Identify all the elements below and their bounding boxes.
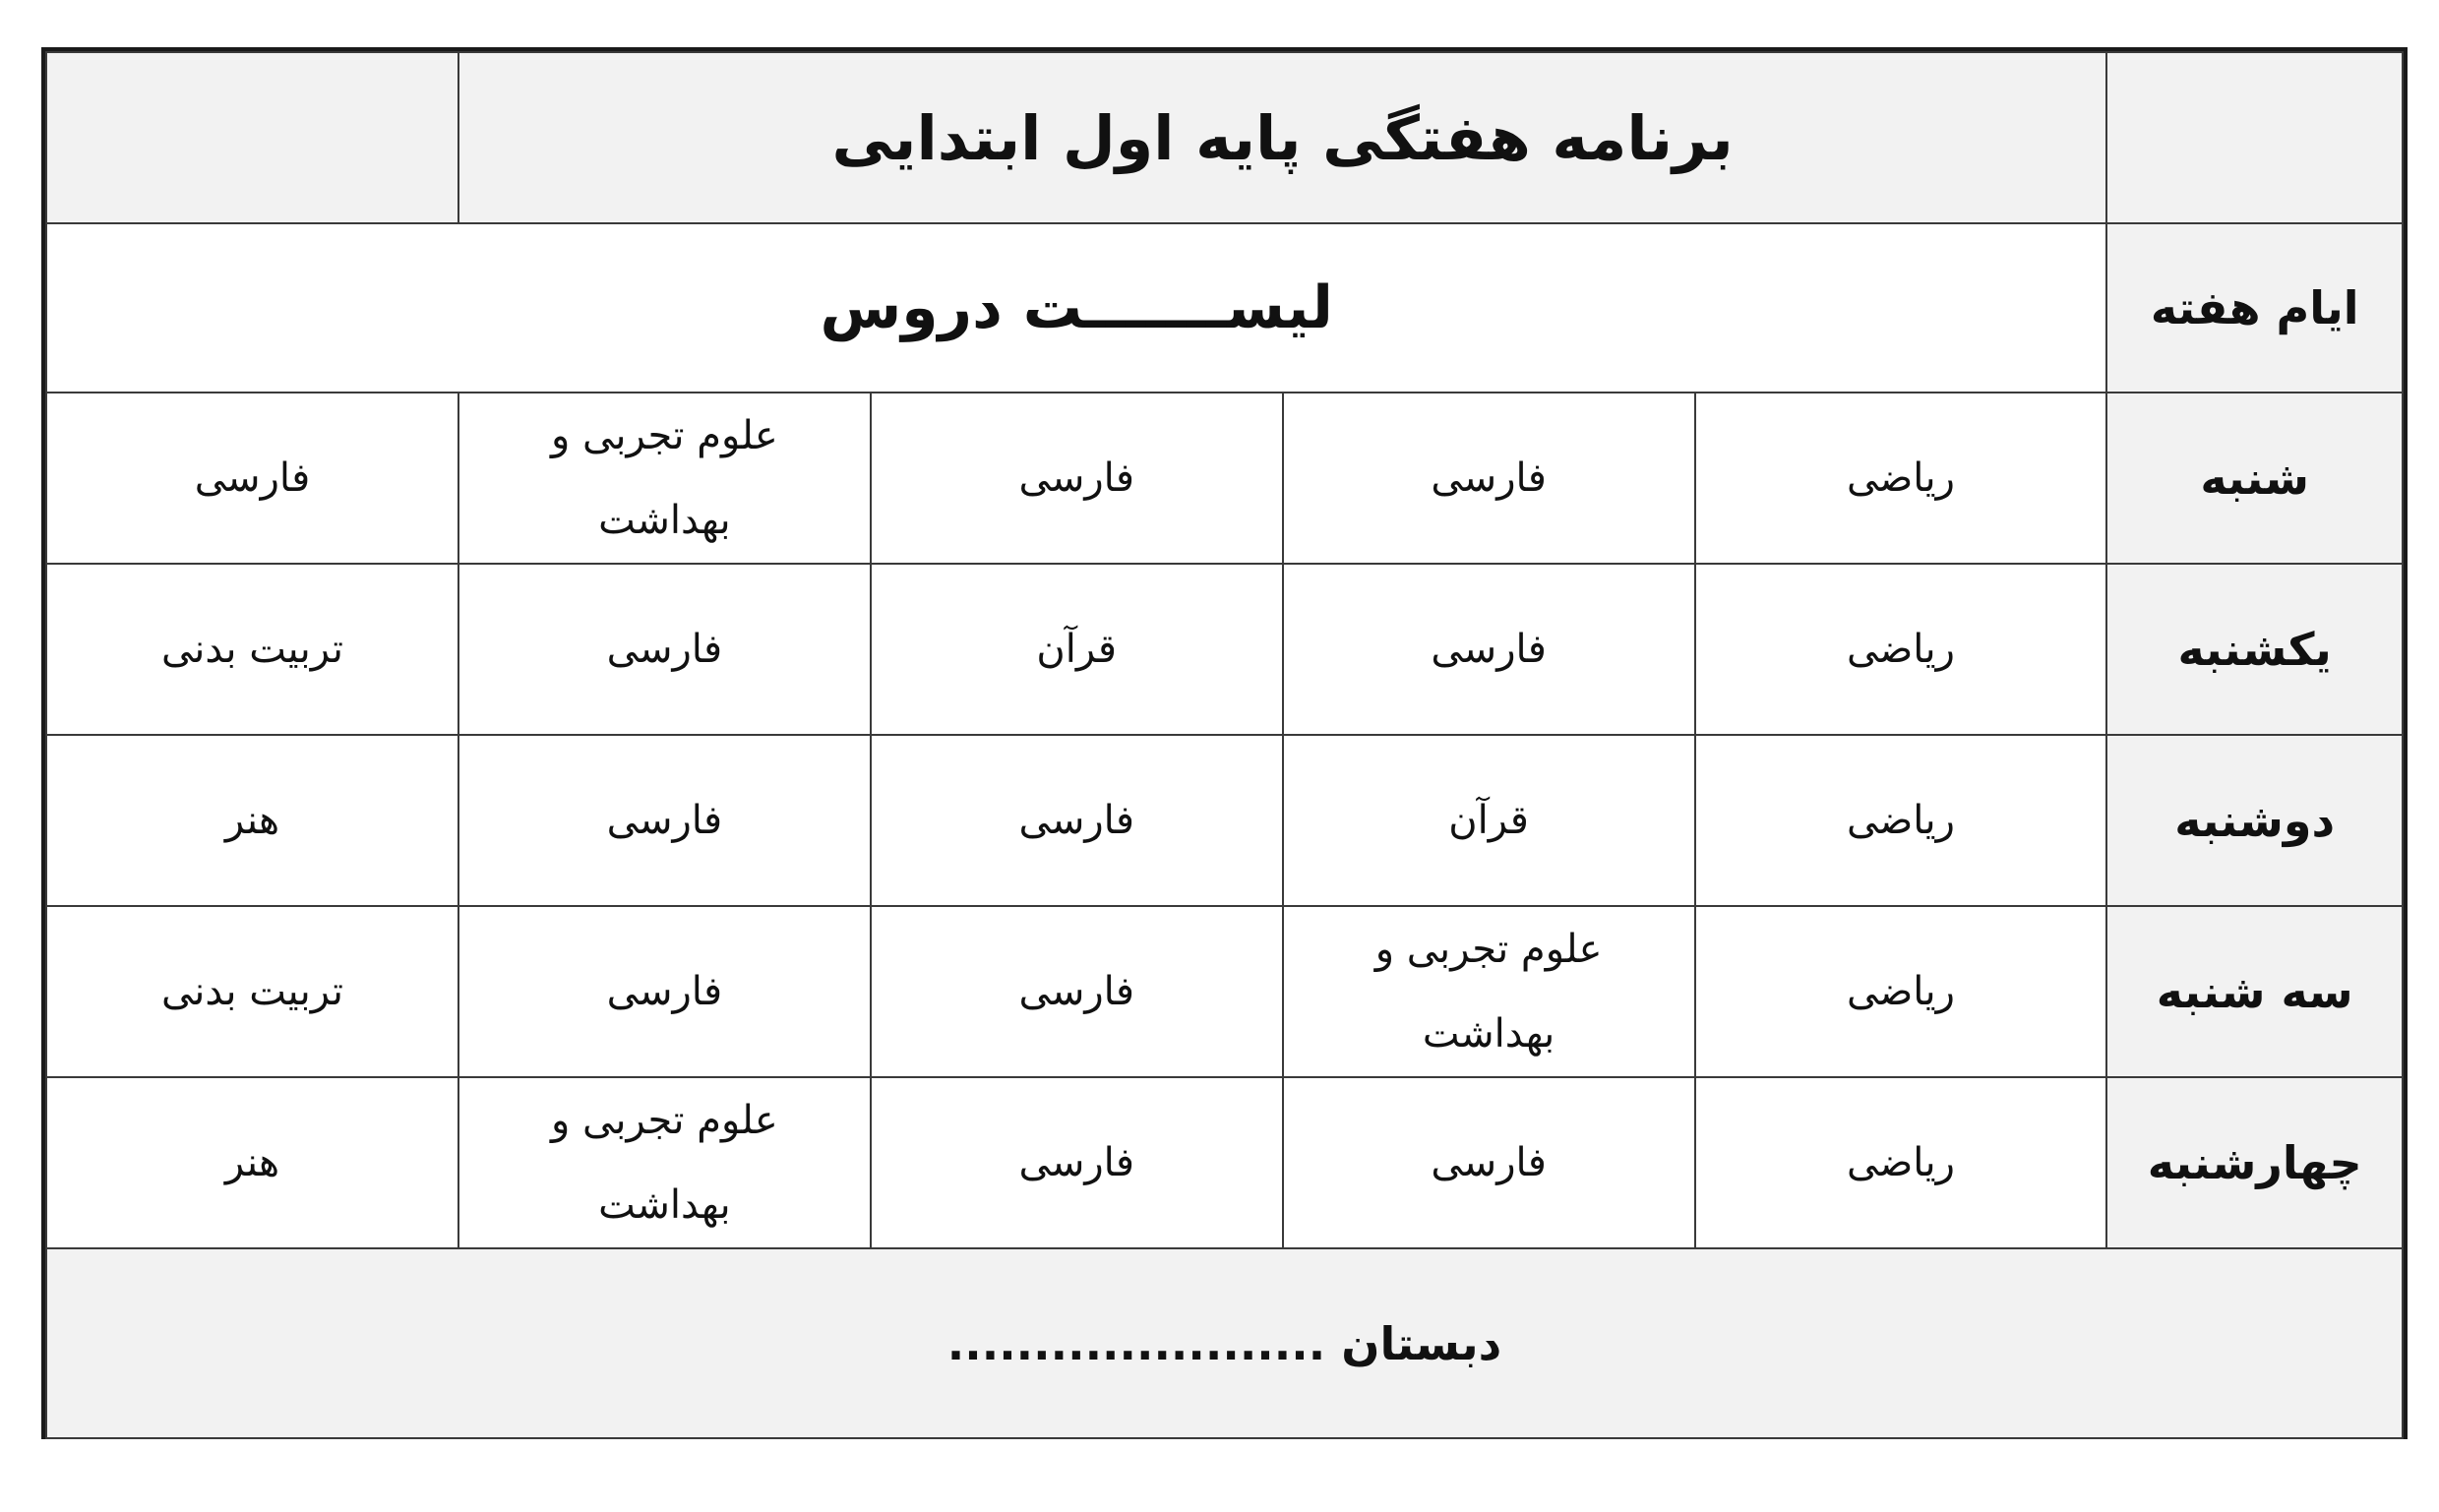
lesson-cell: ریاضی	[1695, 1077, 2107, 1248]
day-label: دوشنبه	[2106, 735, 2403, 906]
lesson-cell: هنر	[46, 1077, 458, 1248]
lesson-cell: فارسی	[1283, 1077, 1695, 1248]
lesson-cell: فارسی	[458, 735, 871, 906]
lesson-cell: قرآن	[871, 564, 1283, 735]
lesson-cell: علوم تجربی و بهداشت	[458, 1077, 871, 1248]
lesson-cell: فارسی	[46, 393, 458, 564]
lesson-cell: هنر	[46, 735, 458, 906]
lesson-cell: فارسی	[871, 906, 1283, 1077]
lesson-cell: فارسی	[871, 735, 1283, 906]
lesson-cell: ریاضی	[1695, 393, 2107, 564]
schedule-sheet	[41, 47, 2408, 1439]
table-row	[46, 1077, 2403, 1248]
lesson-cell: فارسی	[871, 393, 1283, 564]
school-name-footer: دبستان ......................	[46, 1248, 2403, 1438]
lessons-header: لیســـــــت دروس	[46, 223, 2106, 393]
day-label: یکشنبه	[2106, 564, 2403, 735]
lesson-cell: قرآن	[1283, 735, 1695, 906]
lesson-cell: ریاضی	[1695, 735, 2107, 906]
table-row	[46, 906, 2403, 1077]
lesson-cell: علوم تجربی و بهداشت	[458, 393, 871, 564]
lesson-cell: فارسی	[1283, 393, 1695, 564]
table-row	[46, 564, 2403, 735]
lesson-cell: فارسی	[458, 906, 871, 1077]
footer-row	[46, 1248, 2403, 1438]
page-title: برنامه هفتگی پایه اول ابتدایی	[458, 52, 2106, 223]
lesson-cell: تربیت بدنی	[46, 564, 458, 735]
lesson-cell: علوم تجربی و بهداشت	[1283, 906, 1695, 1077]
header-row	[46, 223, 2403, 393]
day-label: چهارشنبه	[2106, 1077, 2403, 1248]
lesson-cell: ریاضی	[1695, 564, 2107, 735]
day-label: سه شنبه	[2106, 906, 2403, 1077]
lesson-cell: فارسی	[458, 564, 871, 735]
title-blank-right	[2106, 52, 2403, 223]
weekly-schedule-table	[45, 51, 2404, 1439]
lesson-cell: فارسی	[871, 1077, 1283, 1248]
lesson-cell: فارسی	[1283, 564, 1695, 735]
lesson-cell: تربیت بدنی	[46, 906, 458, 1077]
days-header: ایام هفته	[2106, 223, 2403, 393]
title-row	[46, 52, 2403, 223]
table-row	[46, 735, 2403, 906]
title-blank-left	[46, 52, 458, 223]
table-row	[46, 393, 2403, 564]
lesson-cell: ریاضی	[1695, 906, 2107, 1077]
day-label: شنبه	[2106, 393, 2403, 564]
